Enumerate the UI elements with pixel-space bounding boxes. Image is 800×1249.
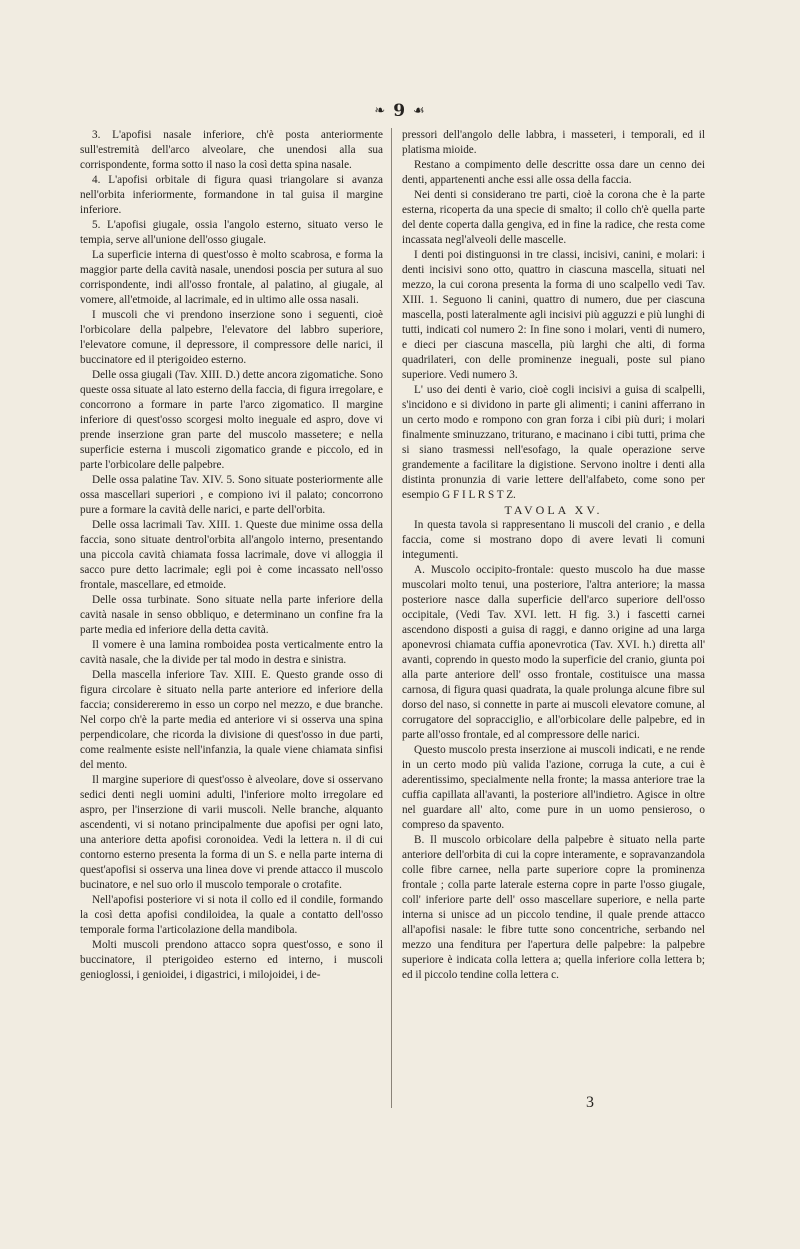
paragraph: I muscoli che vi prendono inserzione sono i seguenti, cioè l'orbicolare della palpebre, l'elevatore del labbro superiore, l'elevatore comune, il depressore, il compressore delle narici, il buccinatore ed il pterigoideo esterno. — [80, 309, 383, 366]
paragraph: 5. L'apofisi giugale, ossia l'angolo esterno, situato verso le tempia, serve all'unione dell'osso giugale. — [80, 219, 383, 246]
paragraph: Questo muscolo presta inserzione ai muscoli indicati, e ne rende in un certo modo più valida l'azione, corruga la cute, a cui è aderentissimo, specialmente nella fronte; la massa anteriore trae la cuffia capillata all'avanti, la posteriore all'indietro. Agisce in oltre nel guardare all' alto, come pure in un uomo pensieroso, o compreso da spavento. — [402, 744, 705, 831]
paragraph: Il margine superiore di quest'osso è alveolare, dove si osservano sedici denti negli uomini adulti, l'inferiore molto irregolare ed aspro, per l'inserzione di varii muscoli. Nelle branche, alquanto ascendenti, vi si notano principalmente due apofisi per ogni lato, una anteriore detta apofisi coronoidea. Vedi la lettera n. il di cui contorno esterno presenta la forma di un S. e nella parte interna di quest'apofisi si osserva una linea dove vi prende attacco il muscolo bucinatore, e nel suo orlo il muscolo temporale o crotafite. — [80, 774, 383, 891]
paragraph: Restano a compimento delle descritte ossa dare un cenno dei denti, appartenenti anche essi alle ossa della faccia. — [402, 159, 705, 186]
signature-mark: 3 — [586, 1094, 594, 1111]
page-number: 9 — [393, 101, 407, 121]
ornament-right-icon: ☙ — [412, 103, 426, 119]
paragraph: Nell'apofisi posteriore vi si nota il collo ed il condile, formando la così detta apofisi condiloidea, la quale a contatto dell'osso temporale forma l'articolazione della mandibola. — [80, 894, 383, 936]
paragraph: Delle ossa giugali (Tav. XIII. D.) dette ancora zigomatiche. Sono queste ossa situate al lato esterno della faccia, di figura irregolare, e concorrono a formare in parte l'arco zigomatico. Il margine inferiore di quest'osso scorgesi molto ineguale ed aspro, dove vi prende inserzione gran parte del muscolo massetere; e nella superficie esterna i muscoli zigomatico grande e piccolo, ed in parte l'orbicolare delle palpebre. — [80, 369, 383, 471]
column-divider — [391, 128, 392, 1108]
paragraph: 4. L'apofisi orbitale di figura quasi triangolare si avanza nell'orbita inferiormente, formandone in tal guisa il margine inferiore. — [80, 174, 383, 216]
page-header — [0, 101, 800, 122]
paragraph: Delle ossa turbinate. Sono situate nella parte inferiore della cavità nasale in senso obbliquo, e determinano un confine fra la parte media ed inferiore della detta cavità. — [80, 594, 383, 636]
paragraph: In questa tavola si rappresentano li muscoli del cranio , e della faccia, come si mostrano dopo di avere levati li comuni integumenti. — [402, 519, 705, 561]
paragraph: Delle ossa lacrimali Tav. XIII. 1. Queste due minime ossa della faccia, sono situate dentrol'orbita all'angolo interno, presentando una piccola cavità chiamata fossa lacrimale, dove vi alloggia il sacco pure detto lacrimale; egli poi è come incassato nell'osso frontale, mascellare, ed etmoide. — [80, 519, 383, 591]
paragraph: Nei denti si considerano tre parti, cioè la corona che è la parte esterna, ricoperta da una specie di smalto; il collo ch'è quella parte del dente coperta dalla gengiva, ed in fine la radice, che resta come incassata negl'alveoli delle mascelle. — [402, 189, 705, 246]
right-column — [402, 128, 705, 983]
paragraph: pressori dell'angolo delle labbra, i masseteri, i temporali, ed il platisma mioide. — [402, 129, 705, 156]
paragraph: Il vomere è una lamina romboidea posta verticalmente entro la cavità nasale, che la divide per tal modo in destra e sinistra. — [80, 639, 383, 666]
section-title: TAVOLA XV. — [504, 503, 603, 517]
paragraph: Della mascella inferiore Tav. XIII. E. Questo grande osso di figura circolare è situato nella parte anteriore ed inferiore della faccia; considereremo in esso un corpo nel mezzo, e due branche. Nel corpo ch'è la parte media ed anteriore vi si osserva una spina perpendicolare, che ricorda la divisione di quest'osso in due parti, come realmente esiste nell'infanzia, la quale viene chiamata sinfisi del mento. — [80, 669, 383, 771]
paragraph: B. Il muscolo orbicolare della palpebre è situato nella parte anteriore dell'orbita di cui la copre interamente, e sopravanzandola colle fibre carnee, nella parte superiore copre la prominenza frontale ; colla parte laterale esterna copre in parte l'osso giugale, coll' inferiore parte dell' osso mascellare superiore, e nella parte interna si unisce ad un piccolo tendine, il quale prende attacco all'apofisi nasale: le fibre tutte sono concentriche, serbando nel mezzo una fenditura per l'apertura delle palpebre: la palpebre superiore è indicata colla lettera a; quella inferiore colla lettera b; ed il piccolo tendine colla lettera c. — [402, 834, 705, 981]
paragraph: I denti poi distinguonsi in tre classi, incisivi, canini, e molari: i denti incisivi sono otto, quattro in ciascuna mascella, situati nel mezzo, la cui corona presenta la forma di uno scalpello vedi Tav. XIII. 1. Seguono li canini, quattro di numero, due per ciascuna mascella, posti lateralmente agli incisivi più agguzzi e più lunghi di tutti, indicati col numero 2: In fine sono i molari, venti di numero, e dieci per ciascuna mascella, più larghi che alti, di forma quadrilateri, con delle prominenze ineguali, poste sul piano superiore. Vedi numero 3. — [402, 249, 705, 381]
paragraph: Delle ossa palatine Tav. XIV. 5. Sono situate posteriormente alle ossa mascellari superiori , e compiono ivi il palato; concorrono pure a formare la cavità delle narici, e parte dell'orbita. — [80, 474, 383, 516]
paragraph: 3. L'apofisi nasale inferiore, ch'è posta anteriormente sull'estremità dell'arco alveolare, che unendosi alla sua corrispondente, forma sotto il naso la così detta spina nasale. — [80, 129, 383, 171]
paragraph: Molti muscoli prendono attacco sopra quest'osso, e sono il buccinatore, il pterigoideo esterno ed interno, i muscoli genioglossi, i genioidei, i digastrici, i milojoidei, i de- — [80, 939, 383, 981]
paragraph: L' uso dei denti è vario, cioè cogli incisivi a guisa di scalpelli, s'incidono e si dividono in parte gli alimenti; i canini afferrano in un certo modo e rompono con gran forza i cibi più duri; i molari finalmente sminuzzano, triturano, e macinano i cibi tutti, prima che si siano trasmessi nell'esofago, la quale operazione serve grandemente a facilitare la digistione. Servono inoltre i denti alla distinta pronunzia di varie lettere dell'alfabeto, come sono per esempio G F I L R S T Z. — [402, 384, 705, 501]
paragraph: A. Muscolo occipito-frontale: questo muscolo ha due masse muscolari molto tenui, una posteriore, l'altra anteriore; la massa posteriore nasce dalla superficie dell'arco superiore dell'osso occipitale, (Vedi Tav. XVI. lett. H fig. 3.) i fascetti carnei ascendono disposti a guisa di raggi, e danno origine ad una larga aponevrosi chiamata cuffia aponevrotica (Tav. XVI. h.) diretta all' avanti, coprendo in questo modo la superficie del cranio, giunta poi alla parte anteriore dell' osso frontale, costituisce una massa carnosa, di figura quasi quadrata, la quale prolunga alcune fibre sul dorso del naso, si connette in parte ai muscoli elevatore comune, al corrugatore del sopracciglio, e all'orbicolare delle palpebre, ed in parte all'osso frontale, ed al compressore delle narici. — [402, 564, 705, 741]
paragraph: La superficie interna di quest'osso è molto scabrosa, e forma la maggior parte della cavità nasale, unendosi poscia per sutura al suo corrispondente, indi all'osso frontale, al palatino, al giugale, al vomere, all'etmoide, al lacrimale, ed in ultimo alle ossa nasali. — [80, 249, 383, 306]
left-column — [80, 128, 383, 983]
ornament-left-icon: ❧ — [374, 103, 387, 119]
